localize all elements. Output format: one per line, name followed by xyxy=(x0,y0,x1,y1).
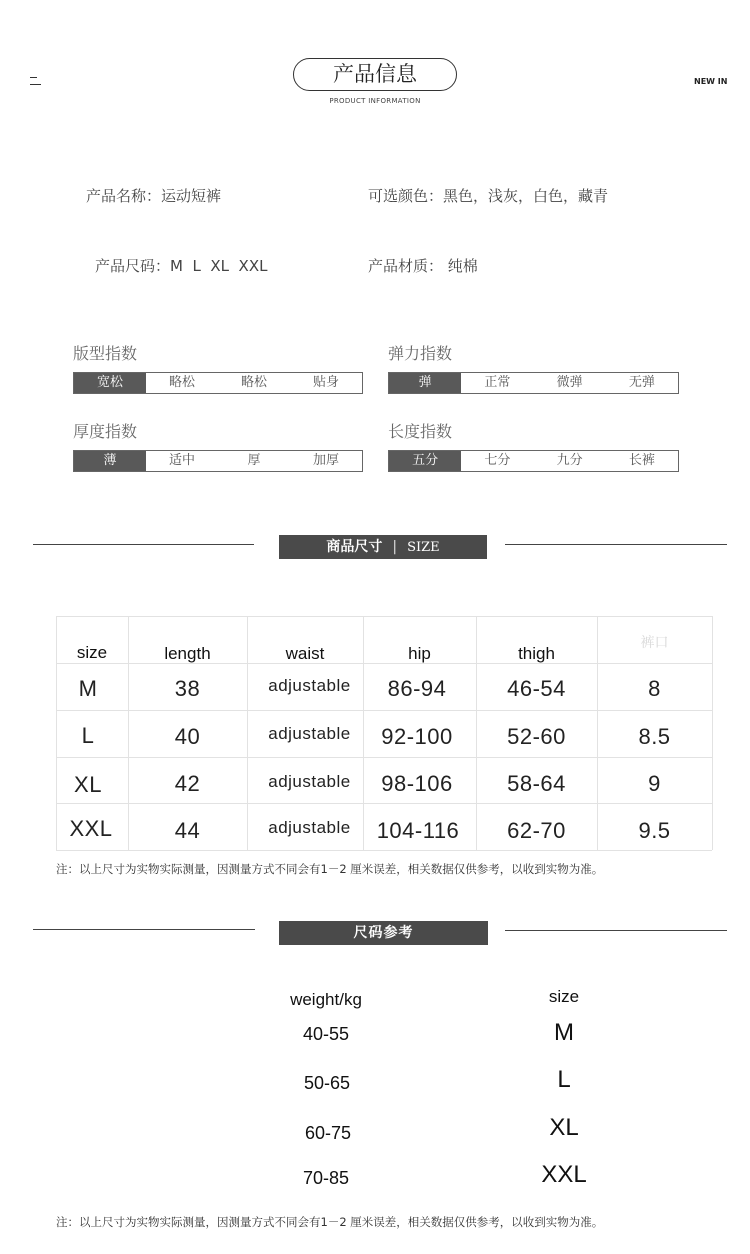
reference-section-bar xyxy=(279,921,488,945)
table-cell-length: 42 xyxy=(174,771,201,796)
reference-section-title: 尺码参考 xyxy=(353,925,414,941)
reference-weight: 70-85 xyxy=(302,1168,350,1188)
table-cell-thigh: 62-70 xyxy=(507,818,566,843)
reference-weight: 60-75 xyxy=(304,1123,352,1143)
table-cell-hip: 86-94 xyxy=(387,676,447,701)
length-index-title: 长度指数 xyxy=(388,422,453,441)
size-section-separator: | xyxy=(392,539,398,555)
table-cell-hip: 98-106 xyxy=(381,771,453,796)
page-subtitle: PRODUCT INFORMATION xyxy=(329,97,421,105)
product-material: 产品材质： 纯棉 xyxy=(368,257,478,275)
elasticity-option: 正常 xyxy=(484,375,511,390)
elasticity-index-scale xyxy=(388,372,679,394)
reference-weight: 50-65 xyxy=(303,1073,351,1093)
fit-option: 略松 xyxy=(168,375,195,390)
thickness-option: 适中 xyxy=(168,453,195,468)
table-header-size: size xyxy=(76,643,108,662)
size-section-title: 商品尺寸 xyxy=(326,539,383,555)
length-option: 九分 xyxy=(556,453,583,468)
table-cell-thigh: 46-54 xyxy=(507,676,566,701)
table-cell-size: M xyxy=(78,676,98,701)
table-cell-hem: 8.5 xyxy=(638,724,671,749)
reference-weight: 40-55 xyxy=(302,1024,350,1044)
table-cell-hem: 8 xyxy=(648,676,661,701)
thickness-option: 薄 xyxy=(74,451,146,471)
size-section-title-en: SIZE xyxy=(407,540,440,555)
reference-header-size: size xyxy=(548,987,580,1006)
table-header-thigh: thigh xyxy=(518,644,555,663)
new-in-label: NEW IN xyxy=(694,77,728,86)
reference-header-weight: weight/kg xyxy=(290,990,362,1009)
table-header-hem: 裤口 xyxy=(640,634,669,650)
table-cell-thigh: 52-60 xyxy=(507,724,566,749)
reference-note: 注：以上尺寸为实物实际测量，因测量方式不同会有1－2 厘米误差，相关数据仅供参考，以收到实物为准。 xyxy=(56,1215,604,1229)
reference-size: M xyxy=(554,1019,574,1046)
table-cell-waist: adjustable xyxy=(268,676,351,695)
size-section-bar xyxy=(279,535,487,559)
table-cell-size: XL xyxy=(74,772,102,797)
page-title: 产品信息 xyxy=(293,58,457,91)
table-line xyxy=(56,616,712,617)
product-name: 产品名称：运动短裤 xyxy=(86,187,222,205)
divider-line xyxy=(33,929,255,930)
table-cell-hem: 9 xyxy=(648,771,661,796)
divider-line xyxy=(505,544,727,545)
product-colors: 可选颜色：黑色，浅灰，白色，藏青 xyxy=(368,187,609,205)
thickness-index-scale xyxy=(73,450,363,472)
table-line xyxy=(56,710,712,711)
table-cell-length: 40 xyxy=(174,724,201,749)
table-header-length: length xyxy=(164,644,211,663)
table-header-waist: waist xyxy=(285,644,325,663)
table-header-hip: hip xyxy=(408,644,431,663)
table-cell-hem: 9.5 xyxy=(638,818,671,843)
reference-size: L xyxy=(557,1066,571,1093)
fit-option: 宽松 xyxy=(74,373,146,393)
menu-icon[interactable] xyxy=(30,75,42,87)
elasticity-index-title: 弹力指数 xyxy=(388,344,453,363)
reference-size: XL xyxy=(549,1114,579,1141)
table-cell-thigh: 58-64 xyxy=(507,771,566,796)
fit-option: 略松 xyxy=(240,375,267,390)
table-cell-size: XXL xyxy=(69,816,113,841)
table-line xyxy=(56,757,712,758)
thickness-option: 加厚 xyxy=(312,453,339,468)
reference-size: XXL xyxy=(541,1161,587,1188)
length-option: 五分 xyxy=(389,451,461,471)
length-index-scale xyxy=(388,450,679,472)
fit-index-scale xyxy=(73,372,363,394)
table-cell-hip: 104-116 xyxy=(376,818,460,843)
table-cell-length: 38 xyxy=(174,676,201,701)
table-line xyxy=(56,850,712,851)
fit-option: 贴身 xyxy=(312,375,339,390)
elasticity-option: 弹 xyxy=(389,373,461,393)
length-option: 长裤 xyxy=(628,453,655,468)
divider-line xyxy=(33,544,254,545)
divider-line xyxy=(505,930,727,931)
table-cell-length: 44 xyxy=(174,818,201,843)
table-cell-waist: adjustable xyxy=(268,724,351,743)
thickness-option: 厚 xyxy=(247,453,261,468)
size-table-note: 注：以上尺寸为实物实际测量，因测量方式不同会有1－2 厘米误差，相关数据仅供参考，以收到实物为准。 xyxy=(56,862,604,876)
table-cell-hip: 92-100 xyxy=(381,724,453,749)
length-option: 七分 xyxy=(484,453,511,468)
thickness-index-title: 厚度指数 xyxy=(73,422,138,441)
table-line xyxy=(712,616,713,850)
table-cell-waist: adjustable xyxy=(268,772,351,791)
table-cell-size: L xyxy=(81,723,95,748)
elasticity-option: 无弹 xyxy=(628,375,655,390)
fit-index-title: 版型指数 xyxy=(73,344,138,363)
elasticity-option: 微弹 xyxy=(556,375,583,390)
table-cell-waist: adjustable xyxy=(268,818,351,837)
product-sizes: 产品尺码：M L XL XXL xyxy=(95,257,268,275)
table-line xyxy=(56,803,712,804)
